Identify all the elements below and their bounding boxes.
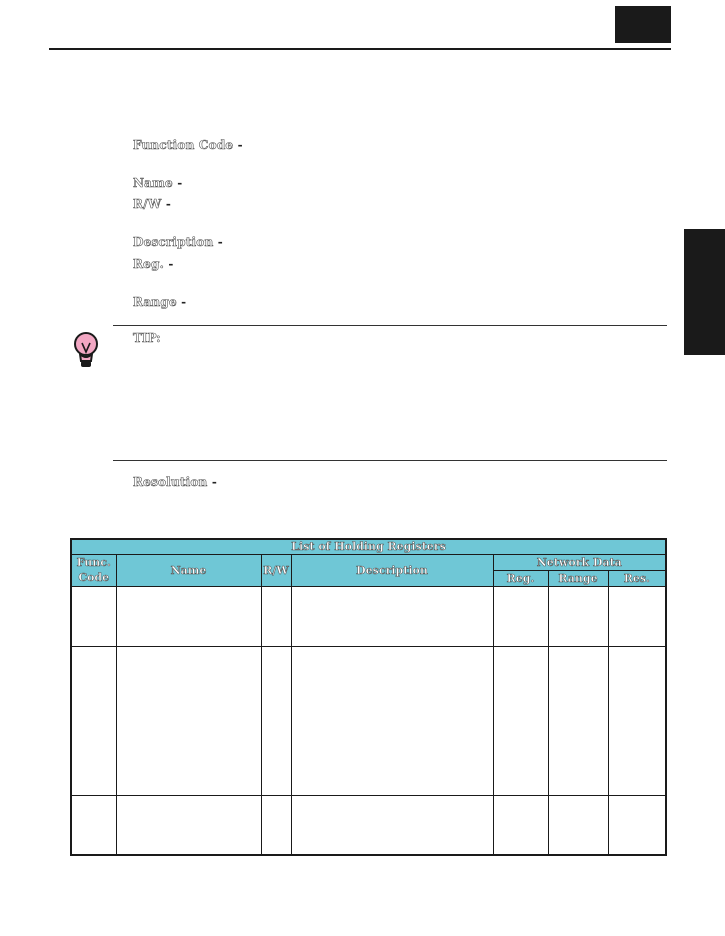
header-reg: Reg.: [493, 571, 548, 587]
header-res: Res.: [608, 571, 666, 587]
header-func: Func.: [71, 555, 116, 571]
lightbulb-icon: [71, 330, 101, 370]
header-network-data: Network Data: [493, 555, 666, 571]
def-resolution: Resolution -: [133, 475, 218, 489]
table-title: List of Holding Registers: [71, 539, 666, 555]
table-row: [71, 796, 666, 855]
def-rw: R/W -: [133, 197, 172, 211]
table-row: [71, 587, 666, 647]
header-name: Name: [116, 555, 261, 587]
def-function-code: Function Code -: [133, 138, 243, 152]
holding-registers-table: [70, 538, 667, 856]
header-range: Range: [548, 571, 608, 587]
def-reg: Reg. -: [133, 257, 174, 271]
table-row: [71, 647, 666, 796]
def-description: Description -: [133, 235, 223, 249]
header-description: Description: [291, 555, 493, 587]
tip-top-rule: [113, 325, 667, 326]
header-rw: R/W: [261, 555, 291, 587]
def-name: Name -: [133, 176, 183, 190]
tip-label: TIP:: [133, 331, 161, 345]
section-side-tab: [684, 229, 725, 355]
header-rule: [49, 48, 671, 50]
tip-bottom-rule: [113, 460, 667, 461]
def-range: Range -: [133, 295, 187, 309]
header-code: Code: [71, 571, 116, 587]
chapter-tab: [615, 6, 671, 43]
